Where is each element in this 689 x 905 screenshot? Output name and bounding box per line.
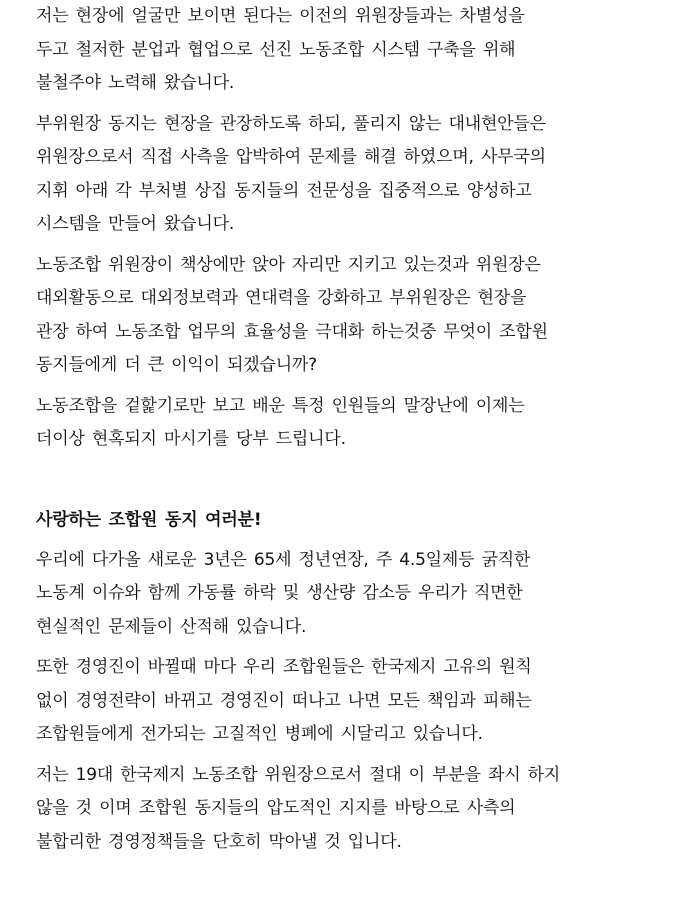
- paragraph-7: [36, 759, 636, 860]
- document-body: [36, 0, 636, 866]
- paragraph-2: [36, 108, 636, 242]
- text-line: 시스템을 만들어 왔습니다.: [36, 214, 235, 234]
- paragraph-1: [36, 0, 636, 101]
- text-line: 노동계 이슈와 함께 가동률 하락 및 생산량 감소등 우리가 직면한: [36, 583, 523, 603]
- text-line: 동지들에게 더 큰 이익이 되겠습니까?: [36, 355, 317, 375]
- text-line: 관장 하여 노동조합 업무의 효율성을 극대화 하는것중 무엇이 조합원: [36, 321, 548, 342]
- paragraph-5: [36, 544, 636, 645]
- text-line: 더이상 현혹되지 마시기를 당부 드립니다.: [36, 429, 346, 449]
- text-line: 저는 현장에 얼굴만 보이면 된다는 이전의 위원장들과는 차별성을: [36, 6, 525, 26]
- text-line: 지휘 아래 각 부처별 상집 동지들의 전문성을 집중적으로 양성하고: [36, 180, 532, 201]
- text-line: 조합원들에게 전가되는 고질적인 병폐에 시달리고 있습니다.: [36, 724, 483, 744]
- text-line: 현실적인 문제들이 산적해 있습니다.: [36, 616, 307, 637]
- text-line: 저는 19대 한국제지 노동조합 위원장으로서 절대 이 부분을 좌시 하지: [36, 764, 561, 785]
- section-spacer: [36, 464, 636, 504]
- section-heading: 사랑하는 조합원 동지 여러분!: [36, 509, 262, 530]
- paragraph-3: [36, 249, 636, 383]
- paragraph-4: [36, 390, 636, 457]
- text-line: 노동조합을 겉핥기로만 보고 배운 특정 인원들의 말장난에 이제는: [36, 395, 525, 416]
- paragraph-6: [36, 651, 636, 752]
- text-line: 우리에 다가올 새로운 3년은 65세 정년연장, 주 4.5일제등 굵직한: [36, 549, 531, 570]
- text-line: 없이 경영전략이 바뀌고 경영진이 떠나고 나면 모든 책임과 피해는: [36, 690, 532, 711]
- text-line: 부위원장 동지는 현장을 관장하도록 하되, 풀리지 않는 대내현안들은: [36, 113, 546, 134]
- text-line: 대외활동으로 대외정보력과 연대력을 강화하고 부위원장은 현장을: [36, 288, 527, 308]
- text-line: 불철주야 노력해 왔습니다.: [36, 73, 235, 93]
- text-line: 불합리한 경영정책들을 단호히 막아낼 것 입니다.: [36, 831, 402, 852]
- text-line: 또한 경영진이 바뀔때 마다 우리 조합원들은 한국제지 고유의 원칙: [36, 657, 532, 677]
- text-line: 두고 철저한 분업과 협업으로 선진 노동조합 시스템 구축을 위해: [36, 39, 516, 60]
- text-line: 노동조합 위원장이 책상에만 앉아 자리만 지키고 있는것과 위원장은: [36, 254, 541, 275]
- text-line: 위원장으로서 직접 사측을 압박하여 문제를 해결 하였으며, 사무국의: [36, 147, 546, 167]
- text-line: 않을 것 이며 조합원 동지들의 압도적인 지지를 바탕으로 사측의: [36, 798, 516, 818]
